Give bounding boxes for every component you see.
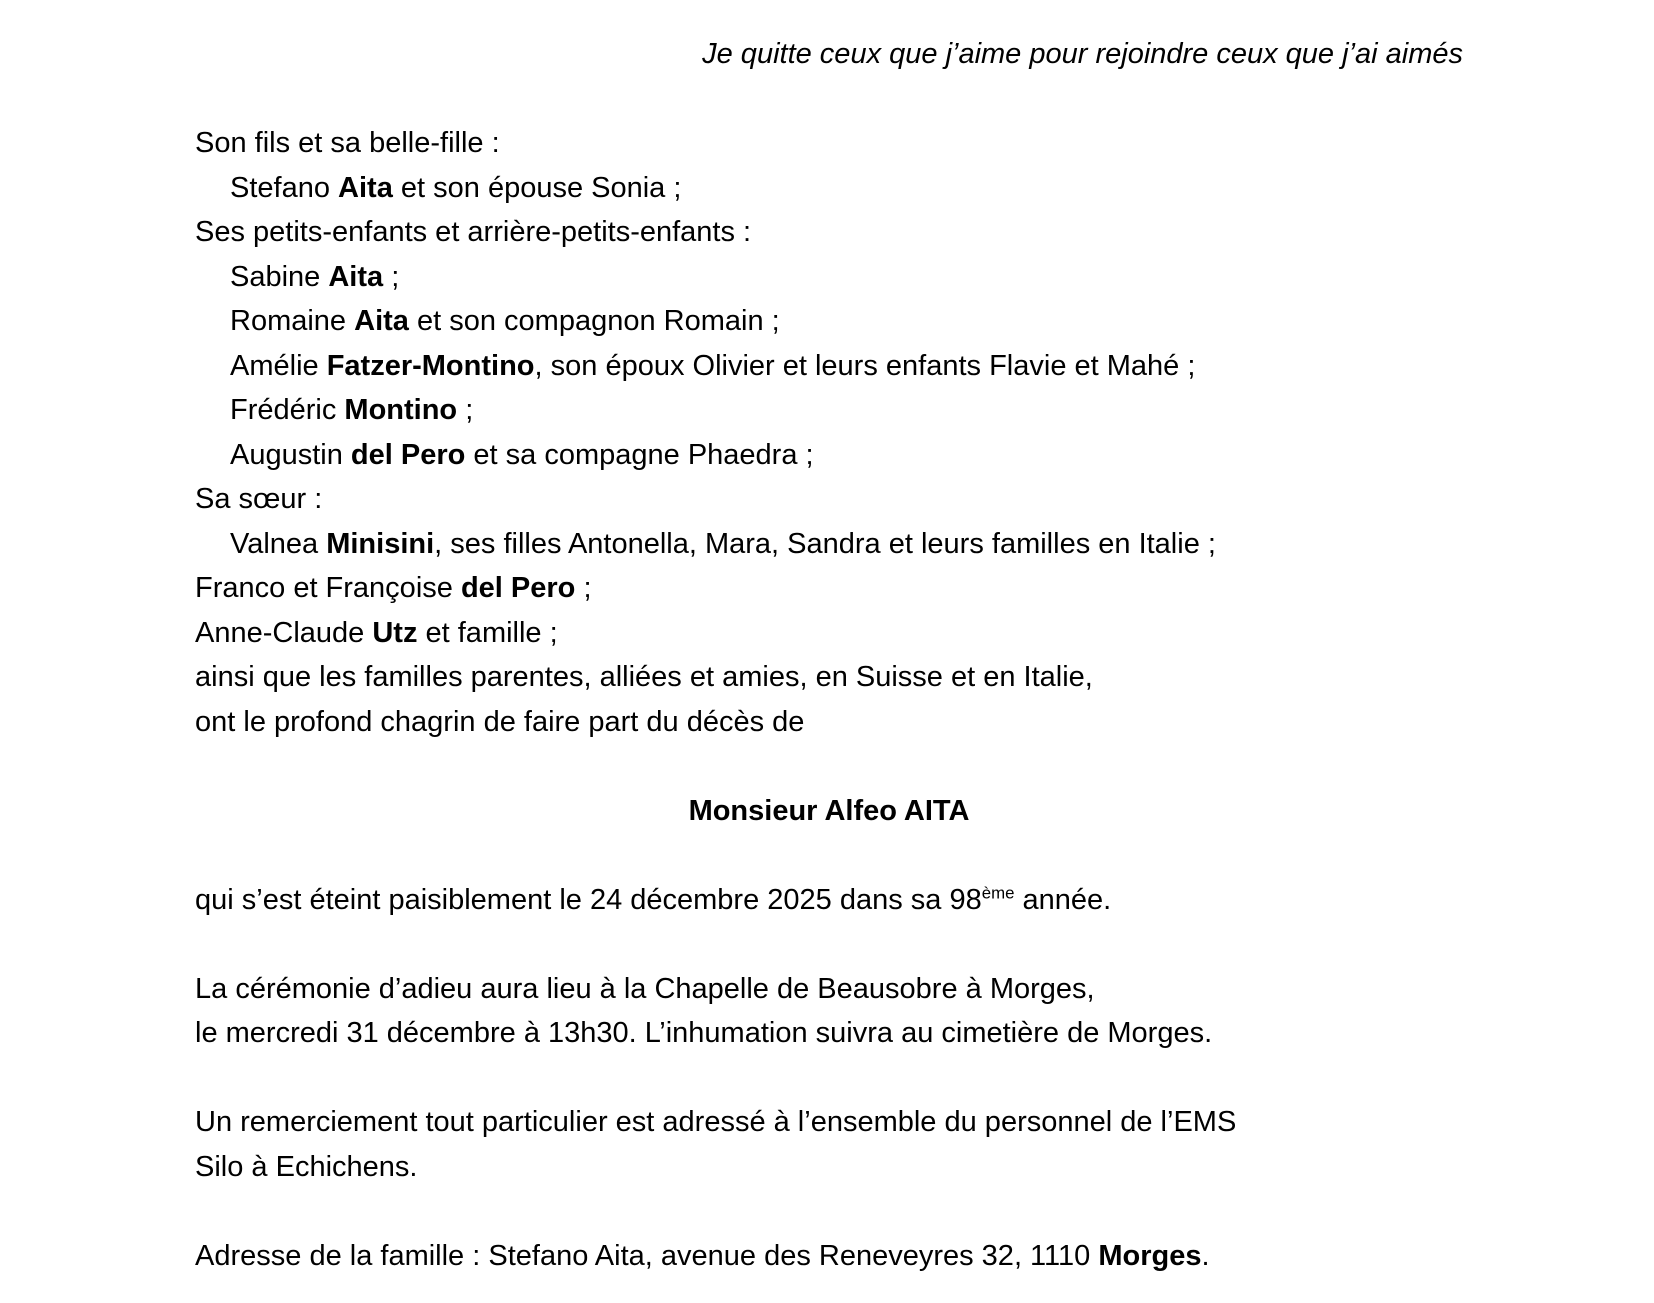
text-segment: qui s’est éteint paisiblement le 24 décembre 2025 dans sa 98 [195, 883, 982, 916]
text-segment: ; [383, 260, 400, 293]
relative-line [195, 611, 1463, 656]
text-segment: Utz [372, 616, 418, 649]
text-segment: Amélie [230, 349, 327, 382]
text-segment: Minisini [326, 527, 435, 560]
relatives-intro-line [195, 477, 1463, 522]
text-segment: ont le profond chagrin de faire part du décès de [195, 705, 805, 738]
blank-line [195, 833, 1463, 878]
relative-line [195, 433, 1463, 478]
ceremony-line [195, 967, 1463, 1012]
relatives-intro-line [195, 210, 1463, 255]
text-segment: et famille ; [417, 616, 558, 649]
relatives-intro-line [195, 121, 1463, 166]
family-address-line [195, 1234, 1463, 1279]
relative-line [195, 299, 1463, 344]
text-segment: Sabine [230, 260, 329, 293]
text-segment: Sa sœur : [195, 483, 323, 515]
relative-line [195, 655, 1463, 700]
death-date-line [195, 878, 1463, 923]
text-segment: del Pero [350, 438, 466, 471]
text-segment: Ses petits-enfants et arrière-petits-enfants : [195, 216, 752, 248]
text-segment: Augustin [230, 438, 351, 471]
text-segment: Anne-Claude [195, 616, 373, 649]
text-segment: Aita [328, 260, 384, 293]
text-segment: et sa compagne Phaedra ; [465, 438, 814, 471]
relative-line [195, 522, 1463, 567]
text-segment: ème [981, 882, 1015, 902]
text-segment: , ses filles Antonella, Mara, Sandra et leurs familles en Italie ; [434, 527, 1216, 560]
text-segment: Un remerciement tout particulier est adressé à l’ensemble du personnel de l’EMS [195, 1106, 1237, 1138]
text-segment: del Pero [460, 572, 576, 604]
text-segment: La cérémonie d’adieu aura lieu à la Chapelle de Beausobre à Morges, [195, 972, 1095, 1005]
announcement-line [195, 700, 1463, 745]
text-segment: Aita [338, 171, 393, 204]
blank-line [195, 1189, 1463, 1234]
blank-line [195, 922, 1463, 967]
text-segment: Morges [1098, 1239, 1202, 1272]
blank-line [195, 1056, 1463, 1101]
text-segment: Montino [344, 394, 458, 426]
text-segment: . [1201, 1239, 1210, 1272]
text-segment: et son compagnon Romain ; [408, 305, 780, 337]
relative-line [195, 166, 1463, 211]
text-segment: ; [457, 394, 474, 426]
text-segment: ; [575, 572, 592, 604]
blank-line [195, 744, 1463, 789]
text-segment: , son époux Olivier et leurs enfants Flavie et Mahé ; [534, 349, 1196, 382]
text-segment: Valnea [230, 527, 327, 560]
text-segment: le mercredi 31 décembre à 13h30. L’inhumation suivra au cimetière de Morges. [195, 1017, 1213, 1049]
text-segment: Frédéric [230, 394, 345, 426]
text-segment: et son épouse Sonia ; [392, 171, 682, 204]
text-segment: Stefano [230, 171, 339, 204]
text-segment: Fatzer-Montino [326, 349, 535, 382]
blank-line [195, 77, 1463, 122]
epitaph-quote [195, 32, 1463, 77]
text-segment: Monsieur Alfeo AITA [688, 794, 970, 827]
ceremony-line [195, 1011, 1463, 1056]
relative-line [195, 388, 1463, 433]
deceased-name-title [195, 789, 1463, 834]
thanks-line [195, 1100, 1463, 1145]
text-segment: Romaine [230, 305, 355, 337]
text-segment: année. [1014, 883, 1112, 916]
text-segment: Son fils et sa belle-fille : [195, 127, 500, 159]
relative-line [195, 566, 1463, 611]
text-segment: Franco et Françoise [195, 572, 461, 604]
thanks-line [195, 1145, 1463, 1190]
relative-line [195, 255, 1463, 300]
relative-line [195, 344, 1463, 389]
text-segment: Je quitte ceux que j’aime pour rejoindre ceux que j’ai aimés [702, 38, 1463, 70]
text-segment: Adresse de la famille : Stefano Aita, avenue des Reneveyres 32, 1110 [195, 1239, 1099, 1272]
text-segment: Aita [354, 305, 409, 337]
text-segment: ainsi que les familles parentes, alliées et amies, en Suisse et en Italie, [195, 661, 1093, 693]
text-segment: Silo à Echichens. [195, 1150, 418, 1183]
